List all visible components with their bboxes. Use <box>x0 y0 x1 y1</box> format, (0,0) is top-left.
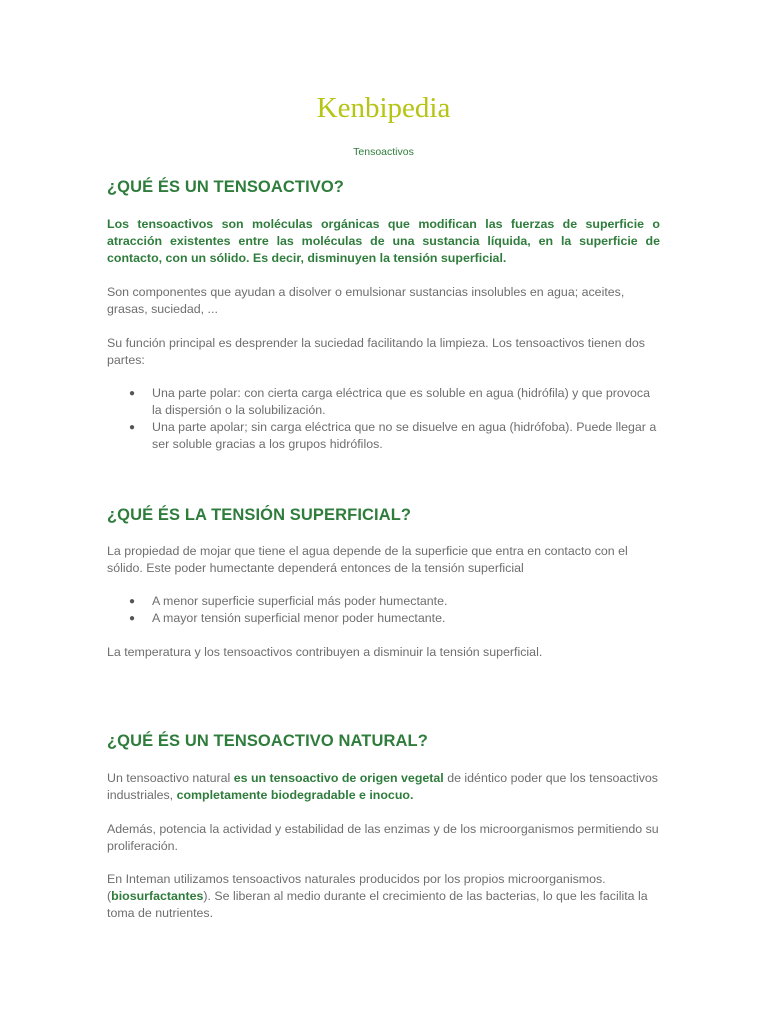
list-item: ● Una parte polar: con cierta carga eléctrica que es soluble en agua (hidrófila) y que provoca la dispersión o la solubilización. <box>129 386 650 417</box>
temperature-paragraph: La temperatura y los tensoactivos contribuyen a disminuir la tensión superficial. <box>107 645 543 659</box>
list-item: ● A mayor tensión superficial menor poder humectante. <box>129 611 446 625</box>
natural-definition-paragraph: Un tensoactivo natural es un tensoactivo de origen vegetal de idéntico poder que los tensoactivos industriales, completamente biodegradable e inocuo. <box>107 771 658 802</box>
parts-list <box>107 385 660 453</box>
intro-bold-paragraph: Los tensoactivos son moléculas orgánicas que modifican las fuerzas de superficie o atracción existentes entre las moléculas de una sustancia líquida, en la superficie de contacto, con un sólido. Es decir, disminuyen la tensión superficial. <box>107 217 660 265</box>
list-item: ● A menor superficie superficial más poder humectante. <box>129 594 448 608</box>
tension-list <box>107 593 660 627</box>
section-heading-tensoactivo: ¿QUÉ ÉS UN TENSOACTIVO? <box>107 178 344 196</box>
wetting-paragraph: La propiedad de mojar que tiene el agua depende de la superficie que entra en contacto con el sólido. Este poder humectante dependerá entonces de la tensión superficial <box>107 544 628 575</box>
bullet-icon: ● <box>129 422 136 433</box>
bullet-icon: ● <box>129 388 136 399</box>
section-heading-tension-superficial: ¿QUÉ ÉS LA TENSIÓN SUPERFICIAL? <box>107 506 412 524</box>
site-title: Kenbipedia <box>316 92 451 124</box>
bullet-icon: ● <box>129 613 136 624</box>
components-paragraph: Son componentes que ayudan a disolver o emulsionar sustancias insolubles en agua; aceites, grasas, suciedad, ... <box>107 285 625 316</box>
bullet-icon: ● <box>129 596 136 607</box>
section-heading-tensoactivo-natural: ¿QUÉ ÉS UN TENSOACTIVO NATURAL? <box>107 732 428 750</box>
document-subtitle: Tensoactivos <box>353 146 414 158</box>
list-item: ● Una parte apolar; sin carga eléctrica que no se disuelve en agua (hidrófoba). Puede llegar a ser soluble gracias a los grupos hidrófilos. <box>129 420 657 451</box>
enzymes-paragraph: Además, potencia la actividad y estabilidad de las enzimas y de los microorganismos permitiendo su proliferación. <box>107 822 659 853</box>
function-paragraph: Su función principal es desprender la suciedad facilitando la limpieza. Los tensoactivos tienen dos partes: <box>107 336 645 367</box>
inteman-paragraph: En Inteman utilizamos tensoactivos naturales producidos por los propios microorganismos. (biosurfactantes). Se liberan al medio durante el crecimiento de las bacterias, lo que les facilita la toma de nutrientes. <box>107 872 648 920</box>
